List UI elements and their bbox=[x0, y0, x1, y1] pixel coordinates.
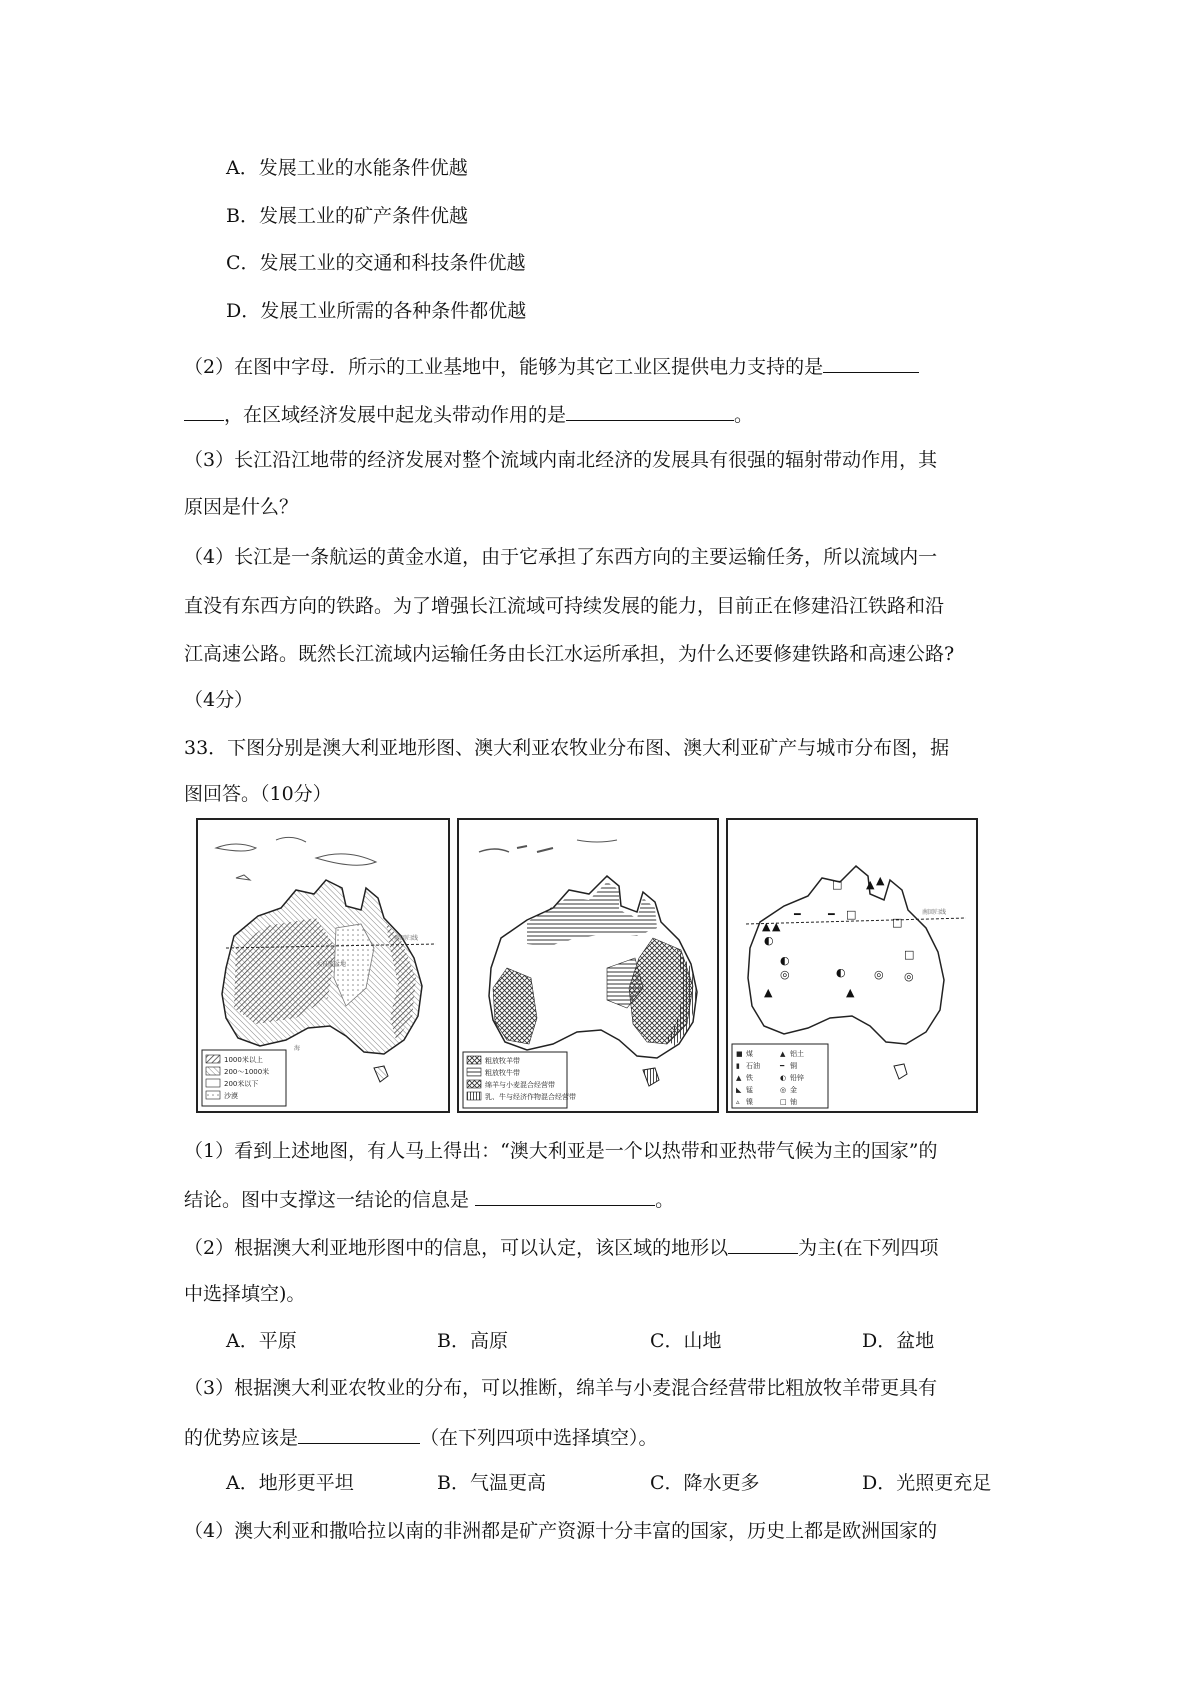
option-a: A．发展工业的水能条件优越 bbox=[226, 157, 468, 179]
option-c: C．发展工业的交通和科技条件优越 bbox=[226, 252, 526, 274]
q33-part2-line1: （2）根据澳大利亚地形图中的信息，可以认定，该区域的地形以 为主(在下列四项 bbox=[184, 1233, 939, 1261]
svg-text:▮: ▮ bbox=[736, 1062, 740, 1070]
svg-text:□: □ bbox=[904, 948, 915, 961]
svg-text:□: □ bbox=[832, 878, 843, 891]
svg-text:铅锌: 铅锌 bbox=[790, 1074, 804, 1082]
svg-text:◎: ◎ bbox=[904, 970, 914, 983]
q33-intro-line1: 33．下图分别是澳大利亚地形图、澳大利亚农牧业分布图、澳大利亚矿产与城市分布图，据 bbox=[184, 737, 950, 759]
svg-text:□: □ bbox=[892, 916, 903, 929]
svg-text:▵: ▵ bbox=[736, 1098, 740, 1106]
option-d: D．发展工业所需的各种条件都优越 bbox=[226, 300, 527, 322]
svg-text:煤: 煤 bbox=[746, 1050, 753, 1058]
q32-part3-line1: （3）长江沿江地带的经济发展对整个流域内南北经济的发展具有很强的辐射带动作用，其 bbox=[184, 449, 938, 471]
svg-text:▲: ▲ bbox=[736, 1074, 742, 1082]
q32-part4-line2: 直没有东西方向的铁路。为了增强长江流域可持续发展的能力，目前正在修建沿江铁路和沿 bbox=[184, 595, 945, 617]
q33-part3-line2: 的优势应该是 （在下列四项中选择填空）。 bbox=[184, 1423, 658, 1451]
minerals-map bbox=[726, 818, 978, 1113]
svg-text:━: ━ bbox=[828, 908, 835, 921]
svg-text:200米以下: 200米以下 bbox=[224, 1080, 259, 1088]
svg-text:▲: ▲ bbox=[846, 986, 855, 999]
svg-text:粗放牧牛带: 粗放牧牛带 bbox=[485, 1069, 520, 1077]
terrain-legend bbox=[202, 1050, 286, 1106]
svg-text:铀: 铀 bbox=[790, 1098, 797, 1106]
svg-text:镍: 镍 bbox=[746, 1098, 753, 1106]
q33-part2-option-b: B．高原 bbox=[437, 1330, 508, 1352]
tropic-label: 南回归线 bbox=[394, 935, 419, 942]
svg-text:◎: ◎ bbox=[780, 968, 790, 981]
q33-part2-line2: 中选择填空)。 bbox=[184, 1283, 306, 1305]
sea-label: 海 bbox=[294, 1045, 301, 1052]
svg-text:□: □ bbox=[846, 908, 857, 921]
q33-part2-option-d: D．盆地 bbox=[862, 1330, 935, 1352]
terrain-map-drawing bbox=[196, 818, 450, 1113]
answer-blank[interactable] bbox=[728, 1233, 798, 1254]
minerals-map-drawing bbox=[726, 818, 978, 1113]
q33-part3-option-d: D．光照更充足 bbox=[862, 1472, 992, 1494]
agriculture-map bbox=[457, 818, 719, 1113]
svg-text:◐: ◐ bbox=[780, 1074, 787, 1082]
option-b: B．发展工业的矿产条件优越 bbox=[226, 205, 468, 227]
q33-intro-line2: 图回答。（10分） bbox=[184, 783, 332, 805]
q32-part4-line3: 江高速公路。既然长江流域内运输任务由长江水运所承担，为什么还要修建铁路和高速公路? bbox=[184, 643, 955, 665]
agriculture-map-drawing bbox=[457, 818, 719, 1113]
svg-text:石油: 石油 bbox=[746, 1062, 760, 1070]
svg-text:◐: ◐ bbox=[836, 966, 846, 979]
q33-part1-line2: 结论。图中支撑这一结论的信息是 。 bbox=[184, 1185, 674, 1213]
svg-text:◎: ◎ bbox=[874, 968, 884, 981]
answer-blank[interactable] bbox=[566, 400, 734, 421]
svg-text:━: ━ bbox=[780, 1062, 785, 1070]
svg-text:▲: ▲ bbox=[780, 1050, 786, 1058]
q32-part2-line2: ，在区域经济发展中起龙头带动作用的是 。 bbox=[184, 400, 753, 428]
svg-text:▲: ▲ bbox=[762, 920, 771, 933]
agriculture-legend bbox=[463, 1052, 576, 1108]
svg-text:1000米以上: 1000米以上 bbox=[224, 1056, 263, 1064]
svg-text:铜: 铜 bbox=[790, 1062, 797, 1070]
q33-part3-line1: （3）根据澳大利亚农牧业的分布，可以推断，绵羊与小麦混合经营带比粗放牧羊带更具有 bbox=[184, 1377, 938, 1399]
svg-text:▲: ▲ bbox=[772, 920, 781, 933]
svg-text:◣: ◣ bbox=[736, 1086, 742, 1094]
svg-text:绵羊与小麦混合经营带: 绵羊与小麦混合经营带 bbox=[485, 1081, 555, 1089]
q33-part2-option-a: A．平原 bbox=[226, 1330, 297, 1352]
svg-text:粗放牧羊带: 粗放牧羊带 bbox=[485, 1057, 520, 1065]
q33-part4-line1: （4）澳大利亚和撒哈拉以南的非洲都是矿产资源十分丰富的国家，历史上都是欧洲国家的 bbox=[184, 1520, 938, 1542]
svg-text:金: 金 bbox=[790, 1086, 797, 1094]
q32-part2-line1: （2）在图中字母．所示的工业基地中，能够为其它工业区提供电力支持的是 bbox=[184, 352, 919, 380]
svg-text:沙漠: 沙漠 bbox=[224, 1092, 238, 1100]
minerals-legend bbox=[732, 1044, 828, 1108]
svg-text:铁: 铁 bbox=[746, 1074, 753, 1082]
svg-text:▲: ▲ bbox=[764, 986, 773, 999]
q33-part3-option-a: A．地形更平坦 bbox=[226, 1472, 354, 1494]
svg-text:▲: ▲ bbox=[866, 878, 875, 891]
svg-text:铝土: 铝土 bbox=[790, 1050, 804, 1058]
svg-text:乳、牛与经济作物混合经营带: 乳、牛与经济作物混合经营带 bbox=[485, 1093, 576, 1101]
svg-text:◐: ◐ bbox=[764, 934, 774, 947]
q33-part1-line1: （1）看到上述地图，有人马上得出：“澳大利亚是一个以热带和亚热带气候为主的国家”的 bbox=[184, 1140, 938, 1162]
answer-blank[interactable] bbox=[823, 352, 919, 373]
svg-text:200～1000米: 200～1000米 bbox=[224, 1068, 270, 1076]
basin-label: 大自流盆地 bbox=[316, 961, 347, 968]
q32-part4-line4: （4分） bbox=[184, 689, 254, 711]
svg-text:━: ━ bbox=[794, 908, 801, 921]
answer-blank[interactable] bbox=[298, 1423, 420, 1444]
answer-blank[interactable] bbox=[184, 400, 224, 421]
q33-part3-option-b: B．气温更高 bbox=[437, 1472, 546, 1494]
svg-text:◎: ◎ bbox=[780, 1086, 787, 1094]
q32-part3-line2: 原因是什么？ bbox=[184, 496, 299, 518]
svg-text:□: □ bbox=[780, 1098, 787, 1106]
q32-part4-line1: （4）长江是一条航运的黄金水道，由于它承担了东西方向的主要运输任务，所以流域内一 bbox=[184, 546, 938, 568]
svg-text:■: ■ bbox=[736, 1050, 743, 1058]
q33-part3-option-c: C．降水更多 bbox=[650, 1472, 760, 1494]
svg-text:◐: ◐ bbox=[780, 954, 790, 967]
tropic-label: 南回归线 bbox=[922, 909, 947, 916]
q33-part2-option-c: C．山地 bbox=[650, 1330, 722, 1352]
answer-blank[interactable] bbox=[475, 1185, 655, 1206]
terrain-map bbox=[196, 818, 450, 1113]
svg-text:▲: ▲ bbox=[876, 874, 885, 887]
svg-text:锰: 锰 bbox=[746, 1086, 753, 1094]
